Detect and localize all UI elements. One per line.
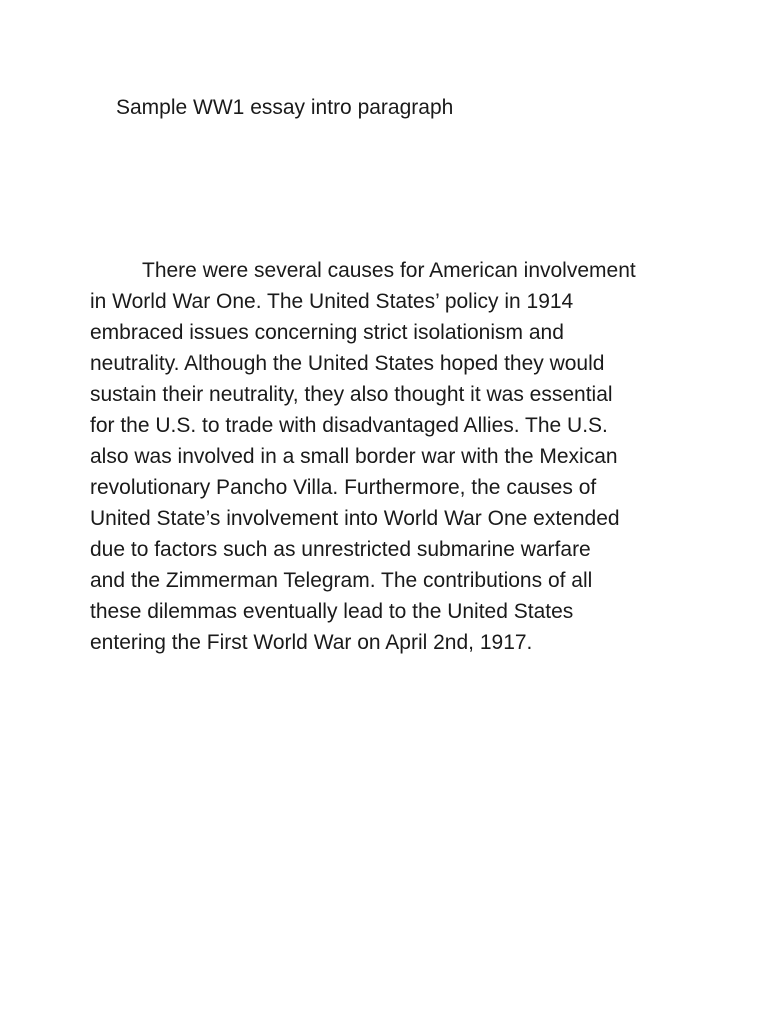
paragraph-line: due to factors such as unrestricted submarine warfare [90,538,591,561]
paragraph-line: in World War One. The United States’ policy in 1914 [90,290,574,313]
paragraph-line: for the U.S. to trade with disadvantaged Allies. The U.S. [90,414,608,437]
document-title: Sample WW1 essay intro paragraph [116,96,454,119]
paragraph-line: There were several causes for American involvement [142,259,636,282]
paragraph-line: embraced issues concerning strict isolationism and [90,321,564,344]
paragraph-line: neutrality. Although the United States hoped they would [90,352,605,375]
essay-paragraph [90,255,690,658]
paragraph-line: sustain their neutrality, they also thought it was essential [90,383,613,406]
paragraph-line: also was involved in a small border war with the Mexican [90,445,618,468]
paragraph-line: these dilemmas eventually lead to the United States [90,600,574,623]
paragraph-line: and the Zimmerman Telegram. The contributions of all [90,569,593,592]
paragraph-line: entering the First World War on April 2nd, 1917. [90,631,533,654]
paragraph-line: revolutionary Pancho Villa. Furthermore, the causes of [90,476,597,499]
paragraph-line: United State’s involvement into World War One extended [90,507,620,530]
